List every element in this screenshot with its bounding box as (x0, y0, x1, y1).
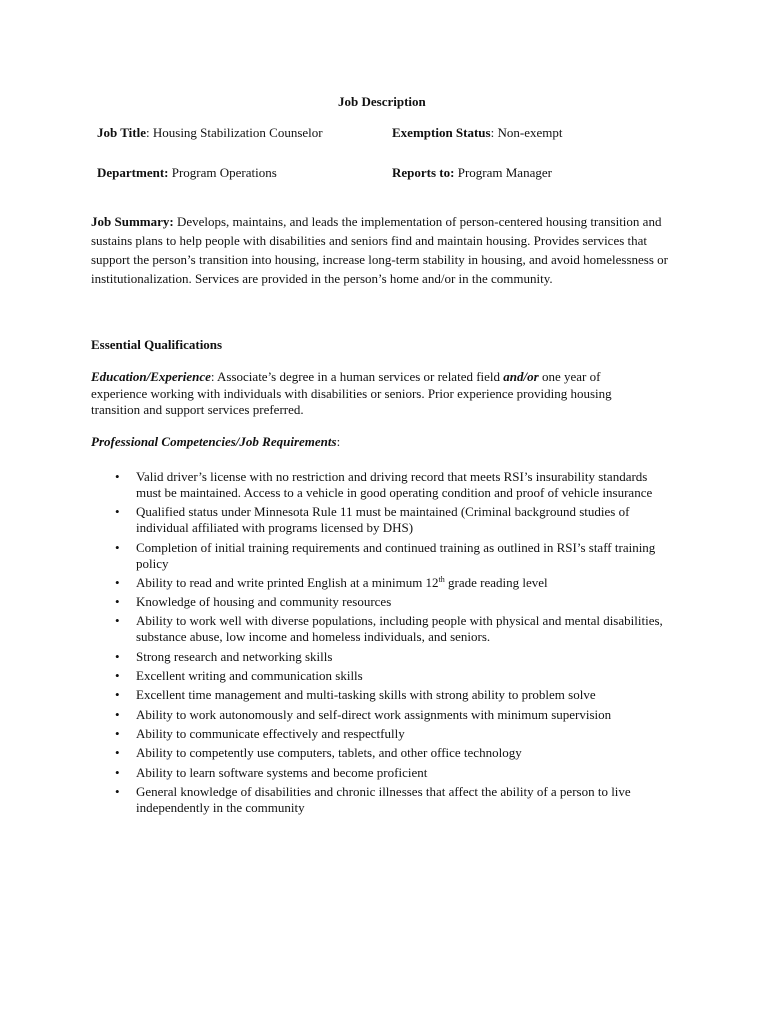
reports-to-label: Reports to: (392, 165, 455, 180)
department-label: Department: (97, 165, 169, 180)
education-text-1: : Associate’s degree in a human services or related field (210, 369, 504, 384)
competencies-heading (91, 434, 340, 450)
list-item: • Excellent writing and communication skills (91, 668, 671, 684)
exemption-status-value: : Non-exempt (490, 125, 563, 140)
education-experience-label: Education/Experience (91, 369, 211, 384)
exemption-status-label: Exemption Status (392, 125, 491, 140)
ordinal-suffix: th (438, 574, 445, 584)
list-item: • Valid driver’s license with no restriction and driving record that meets RSI’s insurability standards must be maintained. Access to a vehicle in good operating condition and proof of vehicle insurance (91, 469, 671, 501)
and-or-emphasis: and/or (503, 369, 539, 384)
job-summary-label: Job Summary: (91, 214, 174, 229)
list-item: • Ability to competently use computers, tablets, and other office technology (91, 745, 671, 761)
competencies-colon: : (336, 434, 341, 449)
essential-qualifications-heading: Essential Qualifications (91, 337, 223, 352)
list-item (91, 575, 671, 591)
job-summary-text: Develops, maintains, and leads the implementation of person-centered housing transition and sustains plans to help people with disabilities and seniors find and maintain housing. Provides services that support the person’s transition into housing, increase long-term stability in housing, and avoid homelessness or institutionalization. Services are provided in the person’s home and/or in the community. (91, 214, 668, 286)
list-item: • Ability to learn software systems and become proficient (91, 765, 671, 781)
list-item: • Qualified status under Minnesota Rule 11 must be maintained (Criminal background studies of individual affiliated with programs licensed by DHS) (91, 504, 671, 536)
competencies-label: Professional Competencies/Job Requirements (91, 434, 337, 449)
list-item: • Ability to work well with diverse populations, including people with physical and mental disabilities, substance abuse, low income and homeless individuals, and seniors. (91, 613, 671, 645)
job-title-value: : Housing Stabilization Counselor (146, 125, 323, 140)
list-item: • Strong research and networking skills (91, 649, 671, 665)
list-item: • Ability to communicate effectively and respectfully (91, 726, 671, 742)
english-requirement-rest: grade reading level (444, 574, 548, 590)
list-item: • Excellent time management and multi-tasking skills with strong ability to problem solve (91, 687, 671, 703)
education-experience (91, 369, 651, 419)
page-title: Job Description (338, 94, 426, 109)
job-title-label: Job Title (97, 125, 147, 140)
exemption-status-field (392, 125, 562, 141)
job-title-field (97, 125, 323, 141)
department-field (97, 165, 277, 181)
reports-to-field (392, 165, 552, 181)
list-item: • Ability to work autonomously and self-direct work assignments with minimum supervision (91, 707, 671, 723)
department-value: Program Operations (168, 165, 277, 180)
list-item: • Completion of initial training requirements and continued training as outlined in RSI’s staff training policy (91, 540, 671, 572)
requirements-list (91, 469, 671, 819)
list-item: • General knowledge of disabilities and chronic illnesses that affect the ability of a person to live independently in the community (91, 784, 671, 816)
list-item: • Knowledge of housing and community resources (91, 594, 671, 610)
english-requirement-text: Ability to read and write printed English at a minimum 12 (136, 574, 439, 590)
reports-to-value: Program Manager (454, 165, 552, 180)
job-summary (91, 212, 686, 288)
education-text-2: one year of experience working with individuals with disabilities or seniors. Prior experience providing housing transition and support services preferred. (91, 369, 612, 417)
